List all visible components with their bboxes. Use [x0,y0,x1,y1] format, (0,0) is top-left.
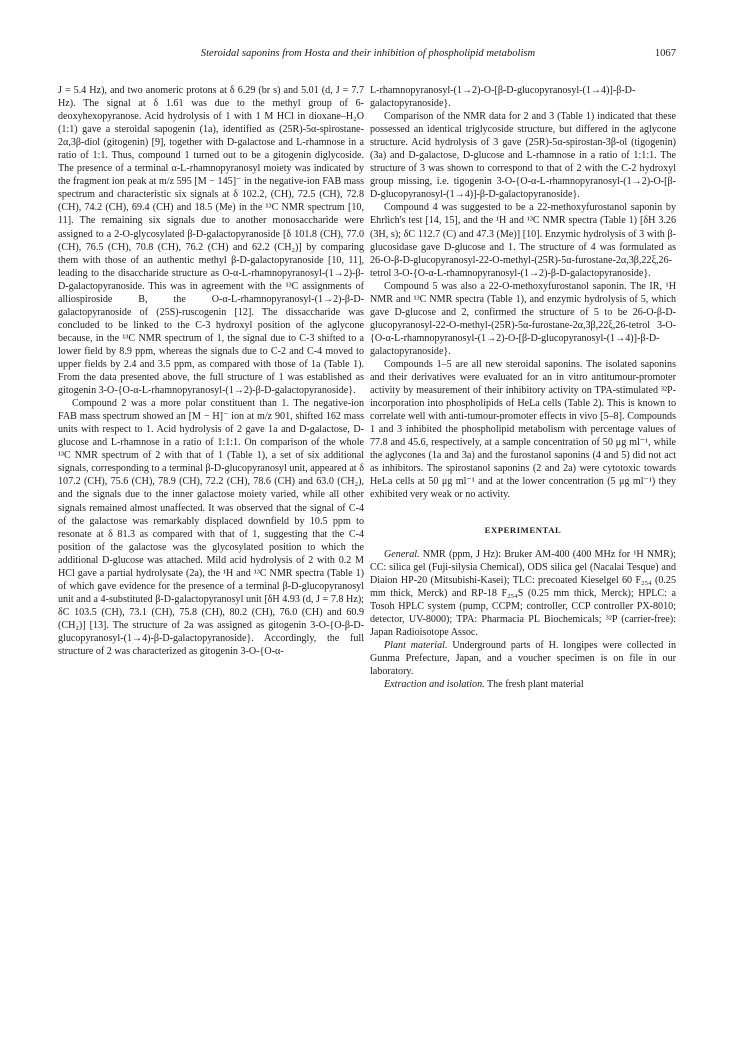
body-paragraph: L-rhamnopyranosyl-(1→2)-O-[β-D-glucopyranosyl-(1→4)]-β-D-galactopyranoside}. [370,85,636,110]
run-in-heading: Extraction and isolation. [384,679,485,691]
body-paragraph: Compound 4 was suggested to be a 22-methoxyfurostanol saponin by Ehrlich's test [14, 15], and the ¹H and ¹³C NMR spectra (Table 1) [δH 3.26 (3H, s); δC 112.7 (C) and 47.3 (Me)] [10]. Enzymic hydrolysis of 3 with β-glucosidase gave D-glucose and 1. The structure of 4 was formulated as 26-O-β-D-glucopyranosyl-22-O-methyl-(25R)-5α-furostane-2α,3β,22ξ,26-tetrol 3-O-{O-α-L-rhamnopyranosyl-(1→2)-β-D-galactopyranoside}. [370,202,676,279]
page-number: 1067 [654,48,676,59]
experimental-paragraph [370,639,676,678]
section-heading-experimental: EXPERIMENTAL [484,524,562,535]
run-in-heading: General. [384,548,420,560]
body-paragraph: Comparison of the NMR data for 2 and 3 (Table 1) indicated that these possessed an identical triglycoside structure, but differed in the aglycone structure. Acid hydrolysis of 3 gave (25R)-5α-spirostan-3β-ol (tigogenin) (3a) and D-galactose, D-glucose and L-rhamnose in a ratio of 1:1:1. The structure of 3 was shown to correspond to that of 2 with the C-2 hydroxyl group missing, i.e. tigogenin 3-O-{O-α-L-rhamnopyranosyl-(1→2)-O-[β-D-glucopyranosyl-(1→4)]-β-D-galactopyranoside}. [370,111,676,201]
running-title: Steroidal saponins from Hosta and their inhibition of phospholipid metabolism [200,48,536,59]
paragraph-text: The fresh plant material [484,679,584,691]
paragraph-text: NMR (ppm, J Hz): Bruker AM-400 (400 MHz for ¹H NMR); CC: silica gel (Fuji-silysia Chemical), ODS silica gel (Nacalai Tesque) and Diaion HP-20 (Mitsubishi-Kasei); TLC: precoated Kieselgel 60 F₂₅₄ (0.25 mm thick, Merck) and RP-18 F₂₅₄S (0.25 mm thick, Merck); HPLC: a Tosoh HPLC system (pump, CCPM; controller, CCP controller PX-8010; detector, UV-8000); TPA: Pharmacia PL Biochemicals; ³²P (carrier-free): Japan Radioisotope Assoc. [370,548,676,638]
paragraph-text: Underground parts of H. longipes were collected in Gunma Prefecture, Japan, and a voucher specimen is on file in our laboratory. [370,639,676,677]
running-header [60,48,676,64]
experimental-paragraph [370,678,676,691]
body-paragraph: J = 5.4 Hz), and two anomeric protons at δ 6.29 (br s) and 5.01 (d, J = 7.7 Hz). The signal at δ 1.61 was due to the methyl group of 6-deoxyhexopyranose. Acid hydrolysis of 1 with 1 M HCl in dioxane–H₂O (1:1) gave a steroidal sapogenin (1a), identified as (25R)-5α-spirostane-2α,3β-diol (gitogenin) [9], together with D-galactose and L-rhamnose in a ratio of 1:1. Thus, compound 1 turned out to be a gitogenin diglycoside. The presence of a terminal α-L-rhamnopyranosyl moiety was indicated by the fragment ion peak at m/z 595 [M − 145]⁻ in the negative-ion FAB mass spectrum and characteristic six signals at δ 102.2, (CH), 72.5 (CH), 72.8 (CH), 74.2 (CH), 69.4 (CH) and 18.5 (Me) in the ¹³C NMR spectrum [10, 11]. The remaining six signals due to another monosaccharide were assigned to a 2-O-glycosylated β-D-galactopyranoside [δ 101.8 (CH), 77.0 (CH), 76.5 (CH), 70.8 (CH), 76.2 (CH) and 62.2 (CH₂)] by comparing them with those of an authentic methyl β-D-galactopyranoside [10, 11], leading to the disaccharide structure as O-α-L-rhamnopyranosyl-(1→2)-β-D-galactopyranoside. This was in agreement with the ¹³C assignments of alliospiroside B, the O-α-L-rhamnopyranosyl-(1→2)-β-D-galactopyranoside of (25S)-ruscogenin [12]. The dissaccharide was concluded to be linked to the C-3 hydroxyl position of the aglycone because, in the ¹³C NMR spectrum of 1, the signal due to C-3 shifted to a lower field by 8.9 ppm, whereas the signals due to C-2 and C-4 moved to upper fields by 2.4 and 3.5 ppm, as compared with those of 1a (Table 1). From the data presented above, the full structure of 1 was established as gitogenin 3-O-{O-α-L-rhamnopyranosyl-(1→2)-β-D-galactopyranoside}. [58,85,364,397]
experimental-paragraph [370,548,676,639]
body-paragraph: Compounds 1–5 are all new steroidal saponins. The isolated saponins and their derivatives were evaluated for an in vitro antitumour-promoter activity by measurement of their inhibitory activity on TPA-stimulated ³²P-incorporation into phospholipids of HeLa cells (Table 2). This is known to correlate well with anti-tumour-promoter effects in vivo [5–8]. Compounds 1 and 3 inhibited the phospholipid metabolism with percentage values of 77.8 and 45.6, respectively, at a sample concentration of 50 μg ml⁻¹, while the aglycones (1a and 3a) and the furostanol saponins (4 and 5) did not act as inhibitors. The spirostanol saponins (2 and 2a) were cytotoxic towards HeLa cells at 50 μg ml⁻¹ and at the lower concentration (5 μg ml⁻¹) they exhibited very weak or no activity. [370,358,676,501]
run-in-heading: Plant material. [384,639,448,651]
right-column [370,84,676,691]
body-paragraph: Compound 5 was also a 22-O-methoxyfurostanol saponin. The IR, ¹H NMR and ¹³C NMR spectra (Table 1), and enzymic hydrolysis of 5, which gave D-glucose and 2, confirmed the structure of 5 to be 26-O-β-D-glucopyranosyl-22-O-methyl-(25R)-5α-furostane-2α,3β,22ξ,26-tetrol 3-O-{O-α-L-rhamnopyranosyl-(1→2)-O-[β-D-glucopyranosyl-(1→4)]-β-D-galactopyranoside}. [370,280,676,357]
left-column [58,84,364,658]
body-paragraph: Compound 2 was a more polar constituent than 1. The negative-ion FAB mass spectrum showed an [M − H]⁻ ion at m/z 901, shifted 162 mass units with respect to 1. Acid hydrolysis of 2 gave 1a and D-galactose, D-glucose and L-rhamnose in a ratio of 1:1:1. On comparison of the whole ¹³C NMR spectrum of 2 with that of 1 (Table 1), a set of six additional signals, corresponding to a terminal β-D-glucopyranosyl unit, appeared at δ 107.2 (CH), 75.6 (CH), 78.9 (CH), 72.2 (CH), 78.6 (CH) and 63.0 (CH₂), and the signals due to the inner galactose moiety varied, while all other signals remained almost unaffected. It was observed that the signal of C-4 of the galactose was remarkably displaced downfield by 10.5 ppm to resonate at δ 81.3 as compared with that of 1, suggesting that the C-4 position of the galactose was the glycosylated position to which the additional D-glucose was attached. Mild acid hydrolysis of 2 with 0.2 M HCl gave a partial hydrolysate (2a), the ¹H and ¹³C NMR spectra (Table 1) of which gave evidence for the presence of a terminal β-D-glucopyranosyl unit and a 4-substituted β-D-galactopyranosyl unit [δH 4.93 (d, J = 7.8 Hz); δC 103.5 (CH), 73.1 (CH), 75.8 (CH), 80.2 (CH), 76.0 (CH) and 60.9 (CH₂)] [13]. The structure of 2a was assigned as gitogenin 3-O-{O-β-D-glucopyranosyl-(1→4)-β-D-galactopyranoside}. Accordingly, the full structure of 2 was characterized as gitogenin 3-O-{O-α- [58,398,364,658]
